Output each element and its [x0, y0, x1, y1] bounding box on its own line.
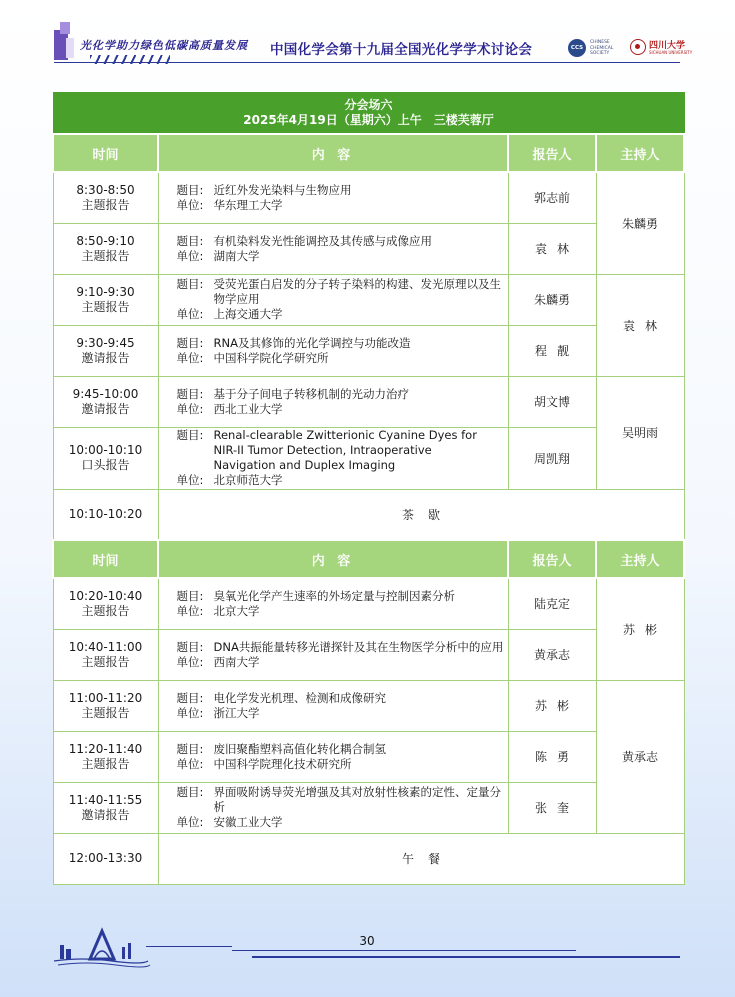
topic-label: 题目:	[176, 182, 204, 197]
talk-type: 口头报告	[81, 458, 130, 472]
talk-time: 10:00-10:10	[68, 443, 143, 457]
table-row	[53, 172, 684, 223]
ccs-full-name: CHINESE CHEMICAL SOCIETY	[590, 40, 614, 56]
talk-title: 电化学发光机理、检测和成像研究	[213, 690, 386, 705]
speaker-name: 黄承志	[533, 648, 570, 662]
col-header-time: 时间	[53, 540, 158, 578]
break-time: 12:00-13:30	[53, 833, 158, 884]
time-cell	[53, 629, 158, 680]
talk-time: 10:20-10:40	[68, 588, 143, 603]
talk-unit: 西南大学	[213, 654, 260, 669]
unit-label: 单位:	[176, 705, 204, 720]
table-row	[53, 782, 684, 833]
page-number: 30	[359, 934, 375, 948]
talk-time: 8:30-8:50	[76, 182, 135, 197]
host-cell	[596, 680, 684, 833]
time-cell	[53, 427, 158, 489]
unit-label: 单位:	[176, 197, 204, 212]
talk-unit: 西北工业大学	[213, 401, 283, 416]
conference-slogan: 光化学助力绿色低碳高质量发展	[80, 39, 248, 52]
talk-time: 9:10-9:30	[76, 284, 135, 299]
break-time: 10:10-10:20	[53, 489, 158, 540]
talk-title: 近红外发光染料与生物应用	[213, 182, 352, 197]
host-name: 苏彬	[623, 622, 668, 637]
speaker-cell	[508, 172, 596, 223]
speaker-cell	[508, 223, 596, 274]
topic-label: 题目:	[176, 428, 204, 442]
time-cell	[53, 782, 158, 833]
unit-label: 单位:	[176, 307, 204, 321]
content-cell	[158, 172, 508, 223]
table-row	[53, 223, 684, 274]
speaker-name: 朱麟勇	[533, 293, 570, 307]
time-cell	[53, 680, 158, 731]
skyline-illustration-icon	[52, 925, 152, 969]
talk-time: 9:45-10:00	[72, 386, 139, 401]
talk-unit: 华东理工大学	[213, 197, 283, 212]
table-row	[53, 731, 684, 782]
session-title-row	[53, 93, 684, 135]
talk-title: 废旧聚酯塑料高值化转化耦合制氢	[213, 741, 386, 756]
table-row	[53, 427, 684, 489]
talk-unit: 中国科学院理化技术研究所	[213, 756, 352, 771]
talk-title: 有机染料发光性能调控及其传感与成像应用	[213, 233, 432, 248]
break-label: 茶歇	[158, 489, 684, 540]
unit-label: 单位:	[176, 603, 204, 618]
time-cell	[53, 376, 158, 427]
university-name: 四川大学	[649, 41, 686, 51]
break-label: 午餐	[158, 833, 684, 884]
col-header-content: 内 容	[158, 540, 508, 578]
speaker-name: 张奎	[534, 801, 579, 815]
col-header-speaker: 报告人	[508, 134, 596, 172]
conference-title: 中国化学会第十九届全国光化学学术讨论会	[270, 42, 533, 58]
topic-label: 题目:	[176, 335, 204, 350]
topic-label: 题目:	[176, 741, 204, 756]
content-cell	[158, 274, 508, 325]
talk-type: 主题报告	[81, 197, 130, 212]
speaker-cell	[508, 427, 596, 489]
content-cell	[158, 578, 508, 629]
content-cell	[158, 731, 508, 782]
table-row	[53, 274, 684, 325]
speaker-name: 程靓	[534, 344, 579, 358]
col-header-content: 内 容	[158, 134, 508, 172]
table-row	[53, 376, 684, 427]
talk-title: 界面吸附诱导荧光增强及其对放射性核素的定性、定量分析	[213, 785, 501, 814]
time-cell	[53, 325, 158, 376]
break-row	[53, 833, 684, 884]
col-header-time: 时间	[53, 134, 158, 172]
time-cell	[53, 172, 158, 223]
time-cell	[53, 274, 158, 325]
talk-unit: 上海交通大学	[213, 307, 283, 321]
talk-title: DNA共振能量转移光谱探针及其在生物医学分析中的应用	[213, 639, 504, 654]
topic-label: 题目:	[176, 690, 204, 705]
speaker-cell	[508, 782, 596, 833]
host-cell	[596, 376, 684, 489]
schedule-table	[52, 92, 685, 885]
time-cell	[53, 731, 158, 782]
topic-label: 题目:	[176, 233, 204, 248]
unit-label: 单位:	[176, 248, 204, 263]
break-row	[53, 489, 684, 540]
talk-time: 11:40-11:55	[68, 792, 143, 807]
col-header-speaker: 报告人	[508, 540, 596, 578]
col-header-host: 主持人	[596, 134, 684, 172]
header-decoration	[66, 38, 74, 58]
table-row	[53, 578, 684, 629]
speaker-name: 陆克定	[533, 597, 570, 612]
host-name: 袁林	[623, 318, 668, 333]
header-rule	[54, 62, 680, 63]
topic-label: 题目:	[176, 639, 204, 654]
session-title	[53, 93, 684, 135]
talk-time: 11:00-11:20	[68, 690, 143, 705]
speaker-cell	[508, 680, 596, 731]
footer-rule	[146, 946, 232, 947]
talk-type: 邀请报告	[81, 401, 130, 416]
ccs-logo-icon: CCS	[568, 39, 586, 57]
content-cell	[158, 629, 508, 680]
host-name: 黄承志	[622, 750, 659, 764]
topic-label: 题目:	[176, 588, 204, 603]
speaker-name: 陈勇	[534, 750, 579, 764]
speaker-name: 袁林	[534, 242, 579, 256]
talk-type: 主题报告	[81, 654, 130, 669]
page-header	[0, 0, 735, 80]
speaker-cell	[508, 274, 596, 325]
host-name: 吴明雨	[622, 426, 659, 440]
talk-type: 邀请报告	[81, 807, 130, 822]
talk-title: 受荧光蛋白启发的分子转子染料的构建、发光原理以及生物学应用	[213, 277, 501, 306]
unit-label: 单位:	[176, 350, 204, 365]
talk-title: 基于分子间电子转移机制的光动力治疗	[213, 386, 409, 401]
speaker-name: 周凯翔	[533, 451, 570, 466]
session-name: 分会场六	[344, 98, 393, 112]
content-cell	[158, 376, 508, 427]
table-row	[53, 629, 684, 680]
topic-label: 题目:	[176, 785, 204, 799]
talk-time: 10:40-11:00	[68, 639, 143, 654]
col-header-host: 主持人	[596, 540, 684, 578]
university-name-en: SICHUAN UNIVERSITY	[649, 50, 693, 55]
talk-unit: 湖南大学	[213, 248, 260, 263]
table-row	[53, 325, 684, 376]
speaker-cell	[508, 578, 596, 629]
sichuan-university-seal-icon	[630, 39, 646, 55]
time-cell	[53, 578, 158, 629]
host-cell	[596, 578, 684, 680]
unit-label: 单位:	[176, 654, 204, 669]
talk-unit: 北京大学	[213, 603, 260, 618]
speaker-cell	[508, 325, 596, 376]
talk-title: RNA及其修饰的光化学调控与功能改造	[213, 335, 411, 350]
talk-time: 8:50-9:10	[76, 233, 135, 248]
talk-title: 臭氧光化学产生速率的外场定量与控制因素分析	[213, 588, 455, 603]
talk-type: 邀请报告	[81, 350, 130, 365]
talk-type: 主题报告	[81, 603, 130, 618]
speaker-name: 胡文博	[533, 395, 570, 409]
host-cell	[596, 274, 684, 376]
table-row	[53, 680, 684, 731]
host-name: 朱麟勇	[622, 216, 659, 231]
footer-rule	[252, 956, 680, 958]
time-cell	[53, 223, 158, 274]
talk-time: 9:30-9:45	[76, 335, 135, 350]
session-datetime: 2025年4月19日（星期六）上午 三楼芙蓉厅	[243, 113, 494, 127]
talk-type: 主题报告	[81, 248, 130, 263]
footer-rule	[232, 950, 576, 951]
talk-type: 主题报告	[81, 756, 130, 771]
header-decoration	[60, 22, 70, 34]
content-cell	[158, 223, 508, 274]
unit-label: 单位:	[176, 401, 204, 416]
speaker-name: 郭志前	[533, 191, 570, 206]
content-cell	[158, 325, 508, 376]
content-cell	[158, 427, 508, 489]
column-header-row	[53, 540, 684, 578]
host-cell	[596, 172, 684, 274]
topic-label: 题目:	[176, 386, 204, 401]
talk-type: 主题报告	[81, 299, 130, 314]
column-header-row	[53, 134, 684, 172]
talk-unit: 安徽工业大学	[213, 815, 283, 829]
unit-label: 单位:	[176, 815, 204, 829]
talk-type: 主题报告	[81, 705, 130, 720]
content-cell	[158, 680, 508, 731]
content-cell	[158, 782, 508, 833]
talk-unit: 北京师范大学	[213, 473, 283, 487]
talk-time: 11:20-11:40	[68, 741, 143, 756]
speaker-name: 苏彬	[534, 699, 579, 713]
unit-label: 单位:	[176, 756, 204, 771]
talk-title: Renal-clearable Zwitterionic Cyanine Dyes for NIR-II Tumor Detection, Intraoperative Navigation and Duplex Imaging	[213, 428, 477, 472]
speaker-cell	[508, 731, 596, 782]
speaker-cell	[508, 376, 596, 427]
talk-unit: 浙江大学	[213, 705, 260, 720]
speaker-cell	[508, 629, 596, 680]
topic-label: 题目:	[176, 277, 204, 291]
talk-unit: 中国科学院化学研究所	[213, 350, 329, 365]
unit-label: 单位:	[176, 473, 204, 487]
